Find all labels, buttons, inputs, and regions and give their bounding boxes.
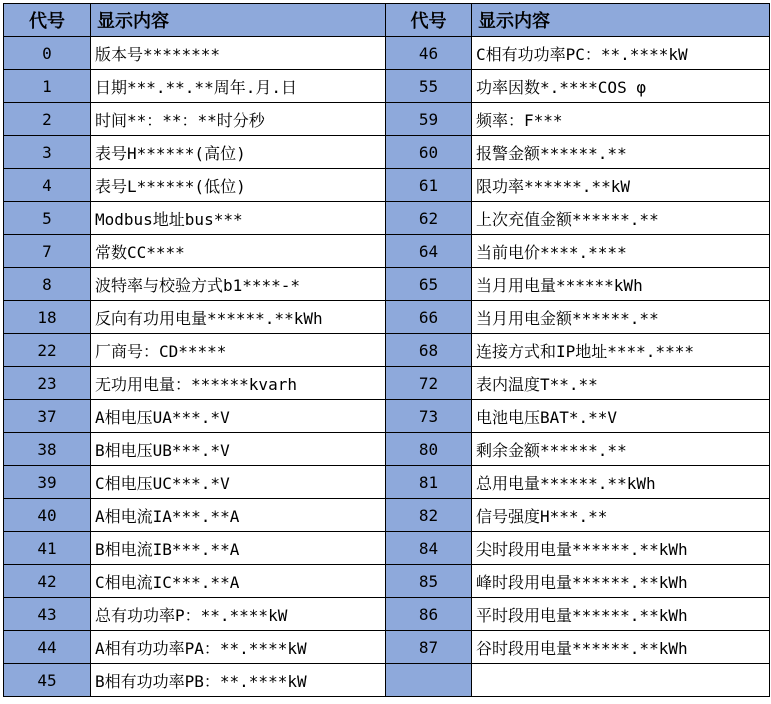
table-row (4, 400, 770, 433)
code-cell-left: 0 (4, 37, 91, 70)
desc-cell-right: 功率因数*.****COS φ (472, 70, 770, 103)
desc-cell-right: 信号强度H***.** (472, 499, 770, 532)
table-row (4, 466, 770, 499)
desc-cell-right: 报警金额******.** (472, 136, 770, 169)
code-cell-right: 72 (386, 367, 472, 400)
table-row (4, 136, 770, 169)
desc-cell-right: 频率：F*** (472, 103, 770, 136)
table-body (4, 4, 770, 697)
code-cell-right: 85 (386, 565, 472, 598)
desc-cell-right: 当前电价****.**** (472, 235, 770, 268)
code-cell-left: 22 (4, 334, 91, 367)
desc-cell-right: 谷时段用电量******.**kWh (472, 631, 770, 664)
display-code-table (3, 3, 770, 697)
desc-cell-left: 总有功功率P：**.****kW (91, 598, 386, 631)
desc-cell-left: 常数CC**** (91, 235, 386, 268)
code-cell-left: 37 (4, 400, 91, 433)
table-row (4, 268, 770, 301)
code-cell-right: 66 (386, 301, 472, 334)
code-cell-left: 38 (4, 433, 91, 466)
header-desc-right: 显示内容 (472, 4, 770, 37)
code-cell-left: 4 (4, 169, 91, 202)
desc-cell-left: C相电流IC***.**A (91, 565, 386, 598)
code-cell-left: 41 (4, 532, 91, 565)
desc-cell-right: C相有功功率PC：**.****kW (472, 37, 770, 70)
table-row (4, 565, 770, 598)
desc-cell-right: 表内温度T**.** (472, 367, 770, 400)
table-row (4, 202, 770, 235)
desc-cell-left: B相有功功率PB：**.****kW (91, 664, 386, 697)
desc-cell-right: 剩余金额******.** (472, 433, 770, 466)
code-cell-right: 84 (386, 532, 472, 565)
table-row (4, 499, 770, 532)
table-row (4, 334, 770, 367)
desc-cell-right: 平时段用电量******.**kWh (472, 598, 770, 631)
code-cell-left: 39 (4, 466, 91, 499)
code-cell-right: 62 (386, 202, 472, 235)
code-cell-right: 86 (386, 598, 472, 631)
desc-cell-left: A相电流IA***.**A (91, 499, 386, 532)
desc-cell-right: 上次充值金额******.** (472, 202, 770, 235)
desc-cell-left: A相电压UA***.*V (91, 400, 386, 433)
code-cell-right: 81 (386, 466, 472, 499)
desc-cell-left: 表号L******(低位) (91, 169, 386, 202)
code-cell-left: 1 (4, 70, 91, 103)
code-cell-left: 7 (4, 235, 91, 268)
table-row (4, 367, 770, 400)
desc-cell-right: 当月用电量******kWh (472, 268, 770, 301)
code-cell-right: 60 (386, 136, 472, 169)
code-cell-right: 46 (386, 37, 472, 70)
code-cell-right: 73 (386, 400, 472, 433)
desc-cell-left: 反向有功用电量******.**kWh (91, 301, 386, 334)
code-cell-right: 61 (386, 169, 472, 202)
code-cell-right (386, 664, 472, 697)
code-cell-right: 87 (386, 631, 472, 664)
table-row (4, 301, 770, 334)
table-row (4, 169, 770, 202)
header-desc-left: 显示内容 (91, 4, 386, 37)
table-row (4, 532, 770, 565)
desc-cell-right: 连接方式和IP地址****.**** (472, 334, 770, 367)
desc-cell-right: 峰时段用电量******.**kWh (472, 565, 770, 598)
desc-cell-left: C相电压UC***.*V (91, 466, 386, 499)
code-cell-left: 44 (4, 631, 91, 664)
desc-cell-left: 表号H******(高位) (91, 136, 386, 169)
code-cell-left: 23 (4, 367, 91, 400)
table-row (4, 631, 770, 664)
code-cell-right: 82 (386, 499, 472, 532)
table-row (4, 70, 770, 103)
table-row (4, 664, 770, 697)
code-cell-left: 45 (4, 664, 91, 697)
table-row (4, 598, 770, 631)
table-row (4, 37, 770, 70)
desc-cell-left: A相有功功率PA：**.****kW (91, 631, 386, 664)
desc-cell-left: 时间**：**：**时分秒 (91, 103, 386, 136)
code-cell-left: 2 (4, 103, 91, 136)
desc-cell-right: 总用电量******.**kWh (472, 466, 770, 499)
desc-cell-right: 电池电压BAT*.**V (472, 400, 770, 433)
desc-cell-right: 尖时段用电量******.**kWh (472, 532, 770, 565)
table-row (4, 433, 770, 466)
desc-cell-left: 波特率与校验方式b1****-* (91, 268, 386, 301)
desc-cell-left: Modbus地址bus*** (91, 202, 386, 235)
table-row (4, 103, 770, 136)
desc-cell-right: 当月用电金额******.** (472, 301, 770, 334)
desc-cell-left: 无功用电量：******kvarh (91, 367, 386, 400)
code-cell-left: 5 (4, 202, 91, 235)
code-cell-left: 18 (4, 301, 91, 334)
desc-cell-right (472, 664, 770, 697)
desc-cell-left: B相电压UB***.*V (91, 433, 386, 466)
desc-cell-right: 限功率******.**kW (472, 169, 770, 202)
code-cell-right: 65 (386, 268, 472, 301)
header-row (4, 4, 770, 37)
table-row (4, 235, 770, 268)
code-cell-right: 55 (386, 70, 472, 103)
desc-cell-left: 厂商号：CD***** (91, 334, 386, 367)
code-cell-left: 8 (4, 268, 91, 301)
desc-cell-left: 日期***.**.**周年.月.日 (91, 70, 386, 103)
code-cell-left: 3 (4, 136, 91, 169)
code-cell-left: 43 (4, 598, 91, 631)
header-code-right: 代号 (386, 4, 472, 37)
code-cell-right: 68 (386, 334, 472, 367)
code-cell-right: 80 (386, 433, 472, 466)
code-cell-left: 42 (4, 565, 91, 598)
header-code-left: 代号 (4, 4, 91, 37)
code-cell-left: 40 (4, 499, 91, 532)
code-cell-right: 64 (386, 235, 472, 268)
desc-cell-left: B相电流IB***.**A (91, 532, 386, 565)
desc-cell-left: 版本号******** (91, 37, 386, 70)
code-cell-right: 59 (386, 103, 472, 136)
